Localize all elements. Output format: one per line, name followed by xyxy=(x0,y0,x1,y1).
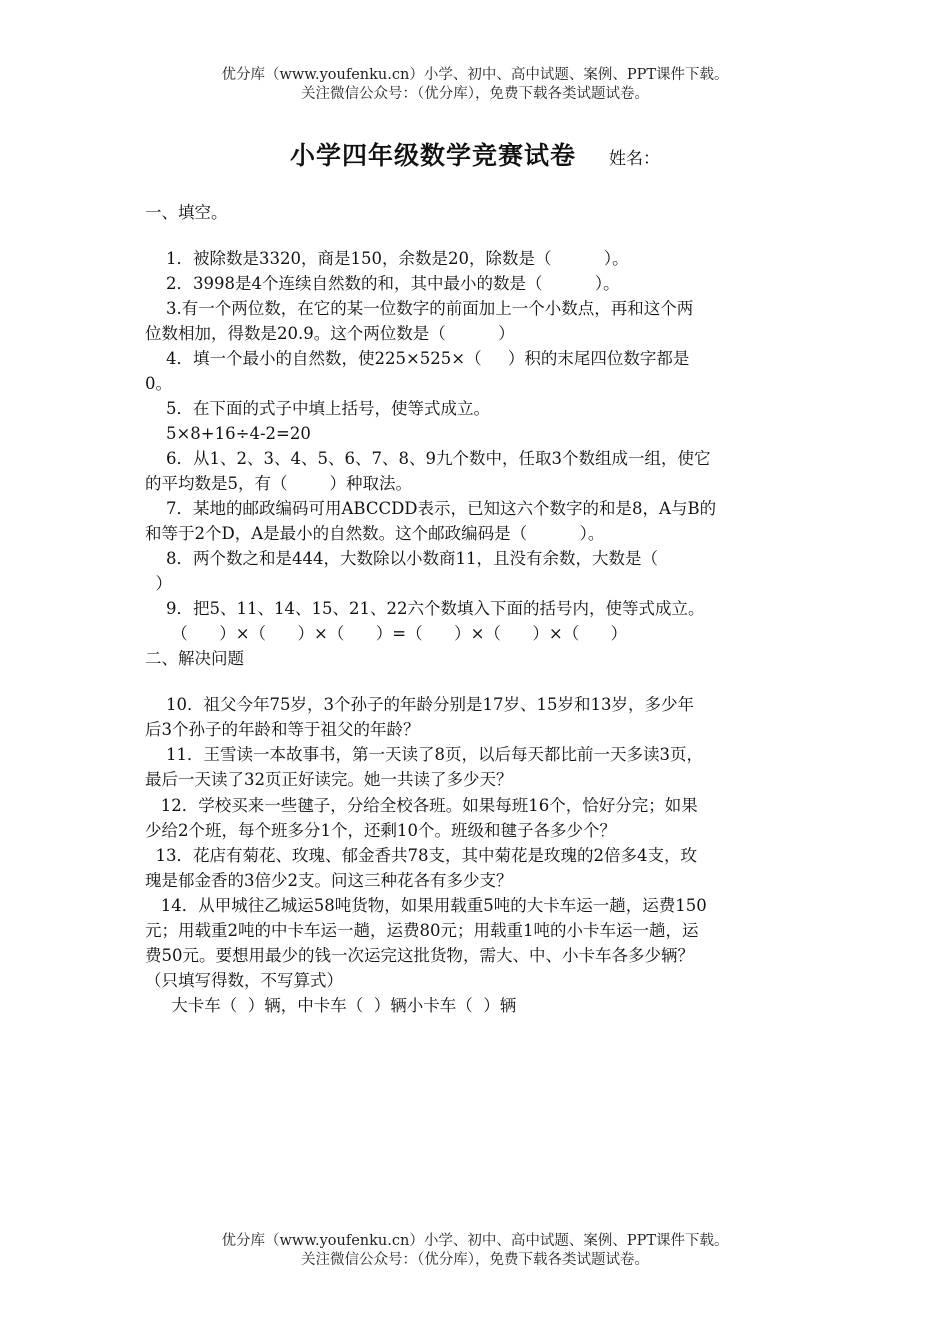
section-heading-fill: 一、填空。 xyxy=(145,203,228,222)
q6-line-2: 的平均数是5，有（ ）种取法。 xyxy=(145,474,412,493)
q10-line-2: 后3个孙子的年龄和等于祖父的年龄？ xyxy=(145,720,420,739)
footer-line-1: 优分库（www.youfenku.cn）小学、初中、高中试题、案例、PPT课件下载。 xyxy=(221,1233,729,1249)
q3-line-1: 3.有一个两位数，在它的某一位数字的前面加上一个小数点，再和这个两 xyxy=(145,299,694,318)
header-line-1: 优分库（www.youfenku.cn）小学、初中、高中试题、案例、PPT课件下载。 xyxy=(221,67,729,83)
page-title: 小学四年级数学竞赛试卷 xyxy=(289,141,576,170)
q5-expression: 5×8+16÷4-2=20 xyxy=(145,424,311,443)
q14-line-1: 14．从甲城往乙城运58吨货物，如果用载重5吨的大卡车运一趟，运费150 xyxy=(145,896,707,915)
q11-line-1: 11．王雪读一本故事书，第一天读了8页，以后每天都比前一天多读3页， xyxy=(145,745,703,764)
q8-line-1: 8．两个数之和是444，大数除以小数商11，且没有余数，大数是（ xyxy=(145,549,658,568)
q14-line-2: 元；用载重2吨的中卡车运一趟，运费80元；用载重1吨的小卡车运一趟，运 xyxy=(145,921,699,940)
q4-line-2: 0。 xyxy=(145,374,172,393)
q12-line-2: 少给2个班，每个班多分1个，还剩10个。班级和毽子各多少个？ xyxy=(145,821,616,840)
q11-line-2: 最后一天读了32页正好读完。她一共读了多少天？ xyxy=(145,770,513,789)
q14-line-3: 费50元。要想用最少的钱一次运完这批货物，需大、中、小卡车各多少辆？ xyxy=(145,946,694,965)
q5-line-1: 5．在下面的式子中填上括号，使等式成立。 xyxy=(145,399,490,418)
q14-answer-line: 大卡车（ ）辆，中卡车（ ）辆小卡车（ ）辆 xyxy=(145,996,517,1015)
q7-line-2: 和等于2个D，A是最小的自然数。这个邮政编码是（ ）。 xyxy=(145,524,605,543)
footer-line-2: 关注微信公众号：（优分库），免费下载各类试题试卷。 xyxy=(301,1252,649,1268)
q14-line-4: （只填写得数，不写算式） xyxy=(145,971,343,990)
q13-line-2: 瑰是郁金香的3倍少2支。问这三种花各有多少支？ xyxy=(145,871,513,890)
q3-line-2: 位数相加，得数是20.9。这个两位数是（ ） xyxy=(145,324,515,343)
name-label: 姓名： xyxy=(609,149,661,169)
q2-line: 2．3998是4个连续自然数的和，其中最小的数是（ ）。 xyxy=(145,274,620,293)
q7-line-1: 7．某地的邮政编码可用ABCCDD表示，已知这六个数字的和是8，A与B的 xyxy=(145,499,717,518)
section-heading-problems: 二、解决问题 xyxy=(145,649,244,668)
q9-equation: （ ）×（ ）×（ ）=（ ）×（ ）×（ ） xyxy=(145,624,628,643)
header-line-2: 关注微信公众号：（优分库），免费下载各类试题试卷。 xyxy=(301,86,649,102)
q12-line-1: 12．学校买来一些毽子，分给全校各班。如果每班16个，恰好分完；如果 xyxy=(145,796,698,815)
q1-line: 1．被除数是3320，商是150，余数是20，除数是（ ）。 xyxy=(145,249,629,268)
q13-line-1: 13．花店有菊花、玫瑰、郁金香共78支，其中菊花是玫瑰的2倍多4支，玫 xyxy=(145,846,697,865)
q8-line-2: ） xyxy=(145,574,172,593)
q10-line-1: 10．祖父今年75岁，3个孙子的年龄分别是17岁、15岁和13岁，多少年 xyxy=(145,695,694,714)
q9-line-1: 9．把5、11、14、15、21、22六个数填入下面的括号内，使等式成立。 xyxy=(145,599,705,618)
q6-line-1: 6．从1、2、3、4、5、6、7、8、9九个数中，任取3个数组成一组，使它 xyxy=(145,449,711,468)
q4-line-1: 4．填一个最小的自然数，使225×525×（ ）积的末尾四位数字都是 xyxy=(145,349,690,368)
title-row xyxy=(0,136,950,172)
